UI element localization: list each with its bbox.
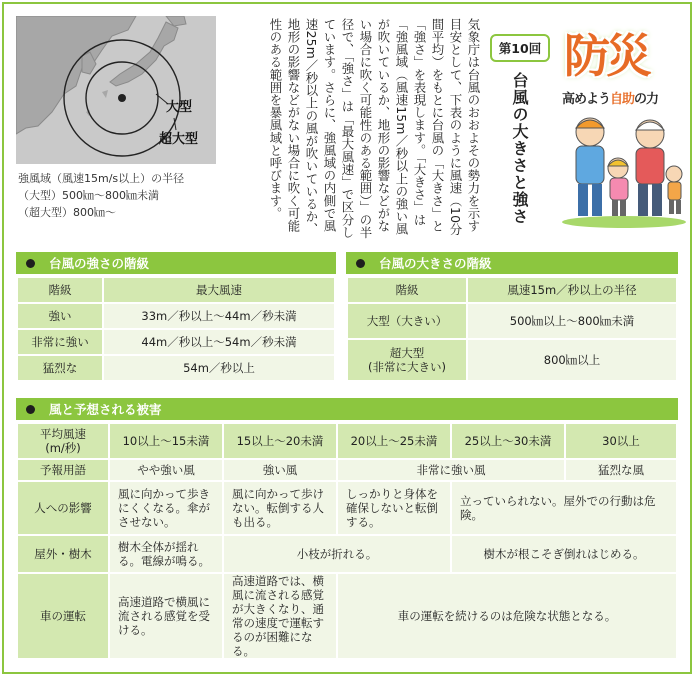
episode-badge: 第10回 — [490, 34, 550, 62]
strength-table — [16, 276, 336, 382]
caption-line: （大型）500㎞～800㎞未満 — [18, 189, 159, 202]
typhoon-map — [16, 16, 216, 164]
speed-unit: (m/秒) — [45, 441, 81, 455]
logo-sub-part: 高めよう — [562, 92, 611, 107]
row-header-line: 超大型 — [389, 346, 425, 360]
map-label-large: 大型 — [166, 100, 193, 115]
table-cell: 800㎞以上 — [467, 339, 677, 381]
logo-title: 防災 — [564, 29, 648, 83]
column-header: 風速15m／秒以上の半径 — [467, 277, 677, 303]
table-row — [17, 423, 677, 459]
table-cell: 樹木全体が揺れる。電線が鳴る。 — [109, 535, 223, 573]
column-header: 10以上～15未満 — [109, 423, 223, 459]
page — [2, 2, 692, 674]
body-text: 気象庁は台風のおおよその勢力を示す目安として、下表のように風速（10分間平均）をもとに台風の「大きさ」と「強さ」を表現します。「大きさ」は「強風域（風速15m／秒以上の強い風が吹いているか、地形の影響などがない場合に吹く可能性のある範囲）」の半径で、「強さ」は「最大風速」で区分しています。さらに、強風域の内側で風速25m／秒以上の風が吹いているか、地形の影響などがない場合に吹く可能性のある範囲を暴風域と呼びます。 — [268, 18, 481, 239]
table-cell: やや強い風 — [109, 459, 223, 481]
size-table-title: 台風の大きさの階級 — [379, 256, 492, 271]
table-cell: 猛烈な風 — [565, 459, 677, 481]
row-header: 人への影響 — [17, 481, 109, 535]
table-cell: しっかりと身体を確保しないと転倒する。 — [337, 481, 451, 535]
strength-table-header — [16, 252, 336, 274]
table-cell: 500㎞以上～800㎞未満 — [467, 303, 677, 339]
table-cell: 風に向かって歩きにくくなる。傘がさせない。 — [109, 481, 223, 535]
table-cell: 風に向かって歩けない。転倒する人も出る。 — [223, 481, 337, 535]
bullet-icon — [356, 259, 365, 268]
map-caption — [18, 170, 228, 221]
row-header-line: (非常に大きい) — [368, 360, 446, 374]
column-header: 最大風速 — [103, 277, 335, 303]
table-cell: 33m／秒以上～44m／秒未満 — [103, 303, 335, 329]
table-row — [347, 277, 677, 303]
article-title: 台風の大きさと強さ — [510, 72, 529, 225]
table-row — [17, 355, 335, 381]
bullet-icon — [26, 259, 35, 268]
table-cell: 車の運転を続けるのは危険な状態となる。 — [337, 573, 677, 659]
row-header: 強い — [17, 303, 103, 329]
table-row — [17, 303, 335, 329]
row-header: 猛烈な — [17, 355, 103, 381]
logo-sub-part: の力 — [634, 92, 659, 107]
column-header: 30以上 — [565, 423, 677, 459]
column-header: 階級 — [347, 277, 467, 303]
damage-table-header — [16, 398, 678, 420]
speed-label: 平均風速 — [40, 427, 86, 441]
table-cell: 54m／秒以上 — [103, 355, 335, 381]
row-header — [347, 339, 467, 381]
logo-sub-accent: 自助 — [610, 92, 635, 107]
size-table-header — [346, 252, 678, 274]
table-row — [17, 481, 677, 535]
size-table — [346, 276, 678, 382]
table-row — [17, 573, 677, 659]
row-header — [17, 423, 109, 459]
table-row — [17, 535, 677, 573]
table-cell: 立っていられない。屋外での行動は危険。 — [451, 481, 677, 535]
table-cell: 非常に強い風 — [337, 459, 565, 481]
bullet-icon — [26, 405, 35, 414]
row-header: 非常に強い — [17, 329, 103, 355]
row-header: 大型（大きい） — [347, 303, 467, 339]
map-label-super-large: 超大型 — [159, 132, 199, 147]
column-header: 15以上～20未満 — [223, 423, 337, 459]
column-header: 25以上～30未満 — [451, 423, 565, 459]
caption-line: 強風域（風速15m/s以上）の半径 — [18, 172, 185, 185]
table-cell: 高速道路では、横風に流される感覚が大きくなり、通常の速度で運転するのが困難になる。 — [223, 573, 337, 659]
table-row — [347, 339, 677, 381]
damage-table — [16, 422, 678, 660]
table-row — [17, 277, 335, 303]
caption-line: （超大型）800㎞～ — [18, 206, 116, 219]
table-row — [17, 329, 335, 355]
table-row — [347, 303, 677, 339]
row-header: 屋外・樹木 — [17, 535, 109, 573]
family-illustration-icon — [558, 110, 688, 230]
column-header: 20以上～25未満 — [337, 423, 451, 459]
strength-table-title: 台風の強さの階級 — [49, 256, 150, 271]
damage-table-title: 風と予想される被害 — [49, 402, 162, 417]
table-cell: 小枝が折れる。 — [223, 535, 451, 573]
table-row — [17, 459, 677, 481]
table-cell: 樹木が根こそぎ倒れはじめる。 — [451, 535, 677, 573]
table-cell: 高速道路で横風に流される感覚を受ける。 — [109, 573, 223, 659]
logo-subtitle — [562, 88, 658, 107]
bousai-logo — [558, 18, 688, 228]
column-header: 階級 — [17, 277, 103, 303]
table-cell: 強い風 — [223, 459, 337, 481]
row-header: 車の運転 — [17, 573, 109, 659]
row-header: 予報用語 — [17, 459, 109, 481]
table-cell: 44m／秒以上～54m／秒未満 — [103, 329, 335, 355]
